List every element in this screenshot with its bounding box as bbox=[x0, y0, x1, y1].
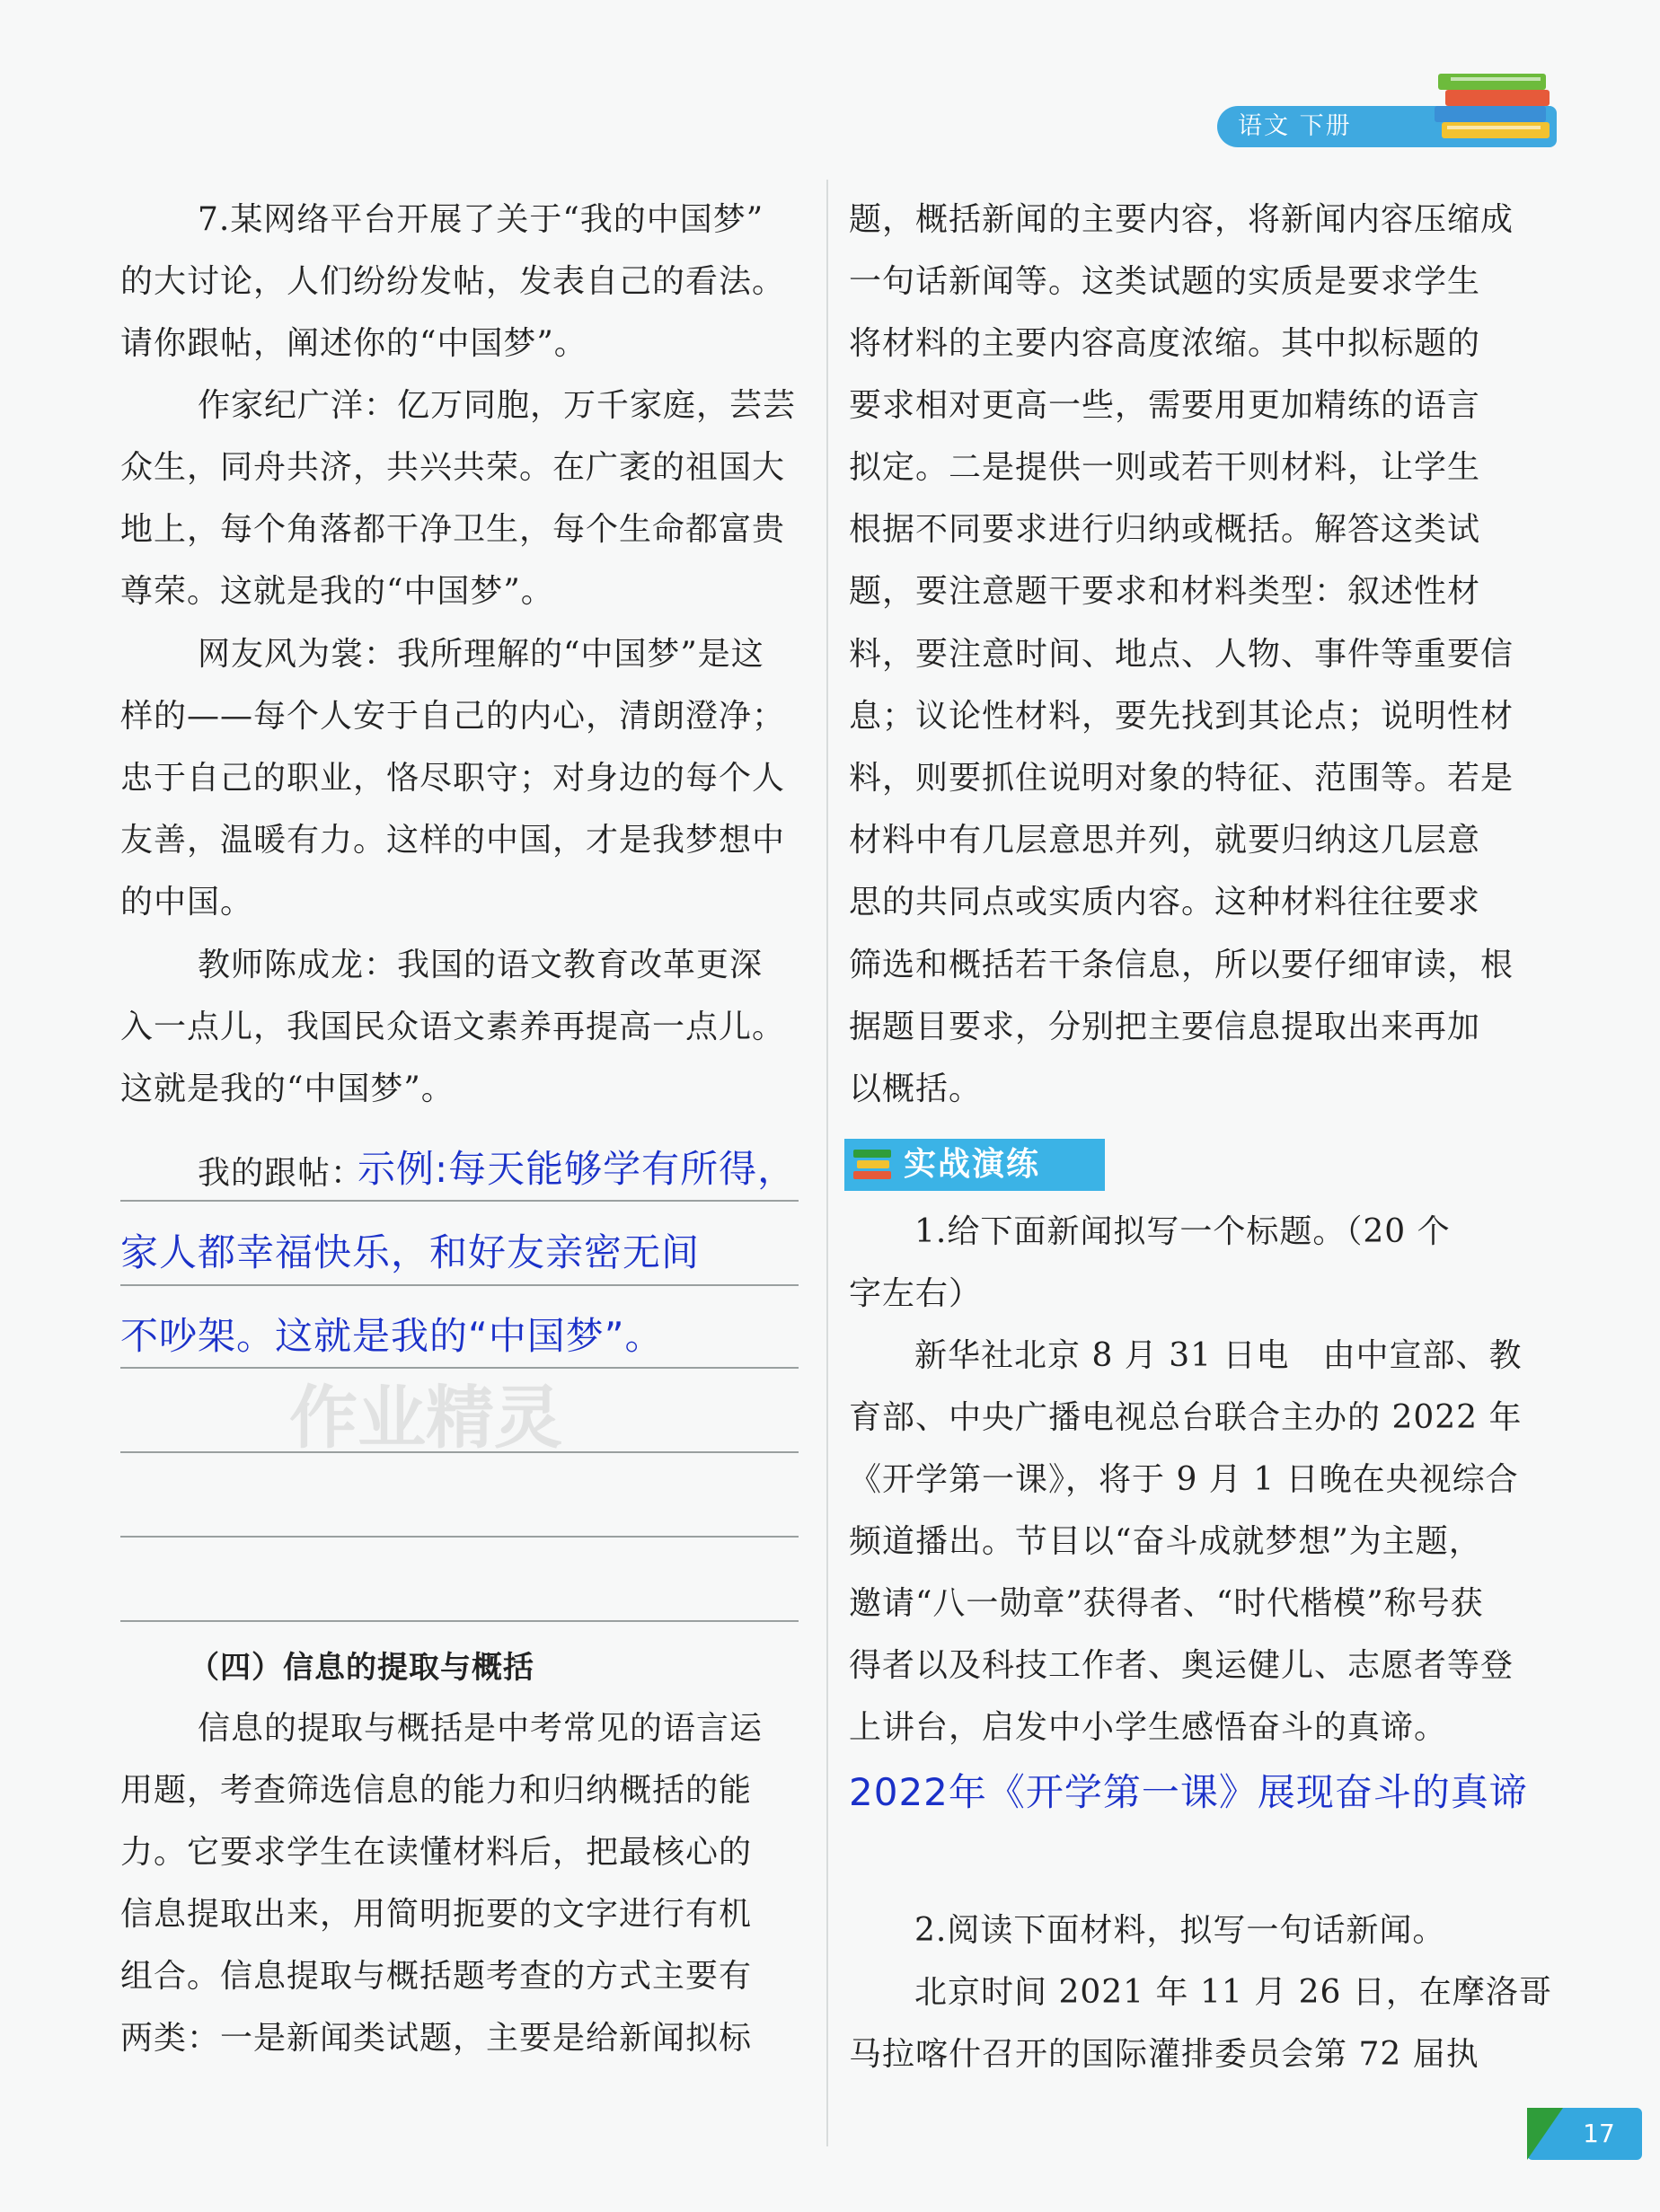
r-p1-line-14: 据题目要求，分别把主要信息提取出来再加 bbox=[849, 1009, 1481, 1045]
r-p1-line-8: 料，要注意时间、地点、人物、事件等重要信 bbox=[849, 636, 1514, 673]
r-p1-line-1: 题，概括新闻的主要内容，将新闻内容压缩成 bbox=[849, 201, 1514, 238]
column-divider bbox=[826, 180, 828, 2146]
p2-line-3: 忠于自己的职业，恪尽职守；对身边的每个人 bbox=[120, 760, 786, 797]
p4-line-3: 力。它要求学生在读懂材料后，把最核心的 bbox=[120, 1834, 753, 1871]
p2-line-5: 的中国。 bbox=[120, 884, 254, 921]
p2-line-4: 友善，温暖有力。这样的中国，才是我梦想中 bbox=[120, 822, 786, 859]
r-p1-line-10: 料，则要抓住说明对象的特征、范围等。若是 bbox=[849, 760, 1514, 797]
answer-rule-1 bbox=[120, 1200, 799, 1202]
r-p1-line-7: 题，要注意题干要求和材料类型：叙述性材 bbox=[849, 573, 1481, 610]
news2-line-2: 马拉喀什召开的国际灌排委员会第 72 届执 bbox=[849, 2036, 1479, 2073]
news1-line-7: 上讲台，启发中小学生感悟奋斗的真谛。 bbox=[849, 1709, 1448, 1746]
p3-line-3: 这就是我的“中国梦”。 bbox=[120, 1071, 455, 1107]
p1-line-3: 地上，每个角落都干净卫生，每个生命都富贵 bbox=[120, 511, 786, 548]
practice-badge bbox=[844, 1139, 1105, 1191]
follow-answer-line-3: 不吵架。这就是我的“中国梦”。 bbox=[120, 1314, 664, 1358]
p1-line-4: 尊荣。这就是我的“中国梦”。 bbox=[120, 573, 554, 610]
news1-line-1: 新华社北京 8 月 31 日电 由中宣部、教 bbox=[914, 1337, 1523, 1374]
r-p1-line-6: 根据不同要求进行归纳或概括。解答这类试 bbox=[849, 511, 1481, 548]
badge-label: 实战演练 bbox=[904, 1146, 1041, 1183]
r-p1-line-9: 息；议论性材料，要先找到其论点；说明性材 bbox=[849, 698, 1514, 735]
r-p1-line-2: 一句话新闻等。这类试题的实质是要求学生 bbox=[849, 263, 1481, 300]
answer-rule-2 bbox=[120, 1284, 799, 1286]
page-number: 17 bbox=[1583, 2119, 1615, 2148]
p2-line-1: 网友风为裳：我所理解的“中国梦”是这 bbox=[198, 636, 764, 673]
answer1: 2022年《开学第一课》展现奋斗的真谛 bbox=[849, 1770, 1528, 1814]
r-p1-line-5: 拟定。二是提供一则或若干则材料，让学生 bbox=[849, 449, 1481, 486]
answer-rule-5 bbox=[120, 1536, 799, 1538]
news2-line-1: 北京时间 2021 年 11 月 26 日，在摩洛哥 bbox=[914, 1974, 1552, 2011]
q7-line-2: 的大讨论，人们纷纷发帖，发表自己的看法。 bbox=[120, 263, 786, 300]
q2: 2.阅读下面材料，拟写一句话新闻。 bbox=[914, 1912, 1446, 1949]
r-p1-line-15: 以概括。 bbox=[849, 1071, 983, 1107]
p4-line-6: 两类：一是新闻类试题，主要是给新闻拟标 bbox=[120, 2020, 753, 2057]
p1-line-1: 作家纪广洋：亿万同胞，万千家庭，芸芸 bbox=[198, 387, 797, 424]
q1-line-1: 1.给下面新闻拟写一个标题。（20 个 bbox=[914, 1213, 1451, 1250]
section-title: （四）信息的提取与概括 bbox=[189, 1650, 534, 1686]
p4-line-4: 信息提取出来，用简明扼要的文字进行有机 bbox=[120, 1896, 753, 1933]
answer-rule-6 bbox=[120, 1620, 799, 1622]
r-p1-line-13: 筛选和概括若干条信息，所以要仔细审读，根 bbox=[849, 947, 1514, 983]
r-p1-line-3: 将材料的主要内容高度浓缩。其中拟标题的 bbox=[849, 325, 1481, 362]
watermark: 作业精灵 bbox=[289, 1378, 562, 1458]
r-p1-line-12: 思的共同点或实质内容。这种材料往往要求 bbox=[849, 884, 1481, 921]
news1-line-4: 频道播出。节目以“奋斗成就梦想”为主题， bbox=[849, 1523, 1482, 1560]
p4-line-5: 组合。信息提取与概括题考查的方式主要有 bbox=[120, 1958, 753, 1995]
q7-line-3: 请你跟帖，阐述你的“中国梦”。 bbox=[120, 325, 587, 362]
p4-line-1: 信息的提取与概括是中考常见的语言运 bbox=[198, 1710, 764, 1747]
p3-line-1: 教师陈成龙：我国的语文教育改革更深 bbox=[198, 947, 764, 983]
q7-line-1: 7.某网络平台开展了关于“我的中国梦” bbox=[198, 201, 764, 238]
books-badge-icon bbox=[852, 1146, 893, 1184]
news1-line-5: 邀请“八一勋章”获得者、“时代楷模”称号获 bbox=[849, 1585, 1484, 1622]
news1-line-3: 《开学第一课》，将于 9 月 1 日晚在央视综合 bbox=[849, 1461, 1519, 1498]
page-number-corner bbox=[1527, 2108, 1563, 2160]
follow-answer-line-1: 示例:每天能够学有所得， bbox=[358, 1147, 797, 1191]
p2-line-2: 样的——每个人安于自己的内心，清朗澄净； bbox=[120, 698, 786, 735]
r-p1-line-11: 材料中有几层意思并列，就要归纳这几层意 bbox=[849, 822, 1481, 859]
p3-line-2: 入一点儿，我国民众语文素养再提高一点儿。 bbox=[120, 1009, 786, 1045]
header-label: 语文 下册 bbox=[1238, 112, 1352, 140]
q1-line-2: 字左右） bbox=[849, 1275, 983, 1312]
news1-line-2: 育部、中央广播电视总台联合主办的 2022 年 bbox=[849, 1399, 1523, 1436]
follow-label: 我的跟帖： bbox=[198, 1155, 365, 1192]
books-icon bbox=[1415, 59, 1558, 149]
news1-line-6: 得者以及科技工作者、奥运健儿、志愿者等登 bbox=[849, 1647, 1514, 1684]
r-p1-line-4: 要求相对更高一些，需要用更加精练的语言 bbox=[849, 387, 1481, 424]
follow-answer-line-2: 家人都幸福快乐，和好友亲密无间 bbox=[120, 1230, 701, 1274]
p1-line-2: 众生，同舟共济，共兴共荣。在广袤的祖国大 bbox=[120, 449, 786, 486]
p4-line-2: 用题，考查筛选信息的能力和归纳概括的能 bbox=[120, 1772, 753, 1809]
